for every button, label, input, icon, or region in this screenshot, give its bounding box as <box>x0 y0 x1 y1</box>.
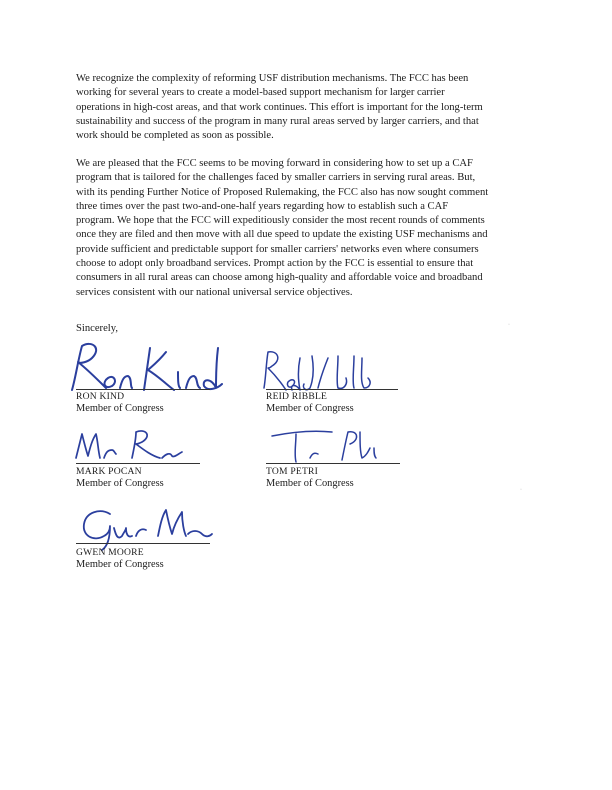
text-line: with its pending Further Notice of Proposed Rulemaking, the FCC also has now sought comment <box>76 186 489 198</box>
scan-speck: · <box>508 322 510 328</box>
text-line: choose to adopt only broadband services. Prompt action by the FCC is essential to ensure that <box>76 258 474 270</box>
signatory-name: GWEN MOORE <box>76 547 144 558</box>
text-line: working for several years to create a model-based support mechanism for larger carrier <box>76 87 445 99</box>
text-line: provide sufficient and predictable support for smaller carriers' networks even where consumers <box>76 243 479 255</box>
signature-line <box>266 463 400 464</box>
signature-line <box>76 463 200 464</box>
signatory-title: Member of Congress <box>76 478 164 489</box>
text-line: work should be completed as soon as possible. <box>76 130 274 142</box>
signature-line <box>76 389 210 390</box>
text-line: program that is tailored for the challenges faced by smaller carriers in serving rural areas. But, <box>76 172 476 184</box>
paragraph-caf-program <box>76 157 546 300</box>
signatory-name: TOM PETRI <box>266 466 318 477</box>
signatory-name: REID RIBBLE <box>266 391 328 402</box>
text-line: operations in high-cost areas, and that work continues. This effort is important for the long-term <box>76 101 483 113</box>
handwritten-signature-reid-ribble <box>256 348 406 394</box>
signatory-title: Member of Congress <box>76 559 164 570</box>
signatory-title: Member of Congress <box>266 478 354 489</box>
text-line: once they are filed and then move with all due speed to update the existing USF mechanisms and <box>76 229 488 241</box>
signatory-name: MARK POCAN <box>76 466 142 477</box>
scan-speck: · <box>520 487 522 493</box>
handwritten-signature-gwen-moore <box>76 506 216 552</box>
signatory-name: RON KIND <box>76 391 125 402</box>
text-line: sustainability and success of the program in many rural areas served by larger carriers, and that <box>76 115 479 127</box>
text-line: We recognize the complexity of reforming USF distribution mechanisms. The FCC has been <box>76 73 469 84</box>
paragraph-usf-reform <box>76 72 546 143</box>
text-line: program. We hope that the FCC will expeditiously consider the most recent rounds of comments <box>76 215 485 227</box>
text-line: three times over the past two-and-one-half years regarding how to establish such a CAF <box>76 200 449 212</box>
text-line: We are pleased that the FCC seems to be moving forward in considering how to set up a CAF <box>76 158 473 169</box>
closing-salutation: Sincerely, <box>76 323 118 334</box>
text-line: services consistent with our national universal service objectives. <box>76 286 353 298</box>
signature-line <box>266 389 398 390</box>
handwritten-signature-tom-petri <box>262 426 392 466</box>
handwritten-signature-mark-pocan <box>70 428 200 464</box>
text-line: consumers in all rural areas can choose among high-quality and affordable voice and broadband <box>76 272 483 284</box>
signature-line <box>76 543 210 544</box>
signatory-title: Member of Congress <box>266 403 354 414</box>
signatory-title: Member of Congress <box>76 403 164 414</box>
